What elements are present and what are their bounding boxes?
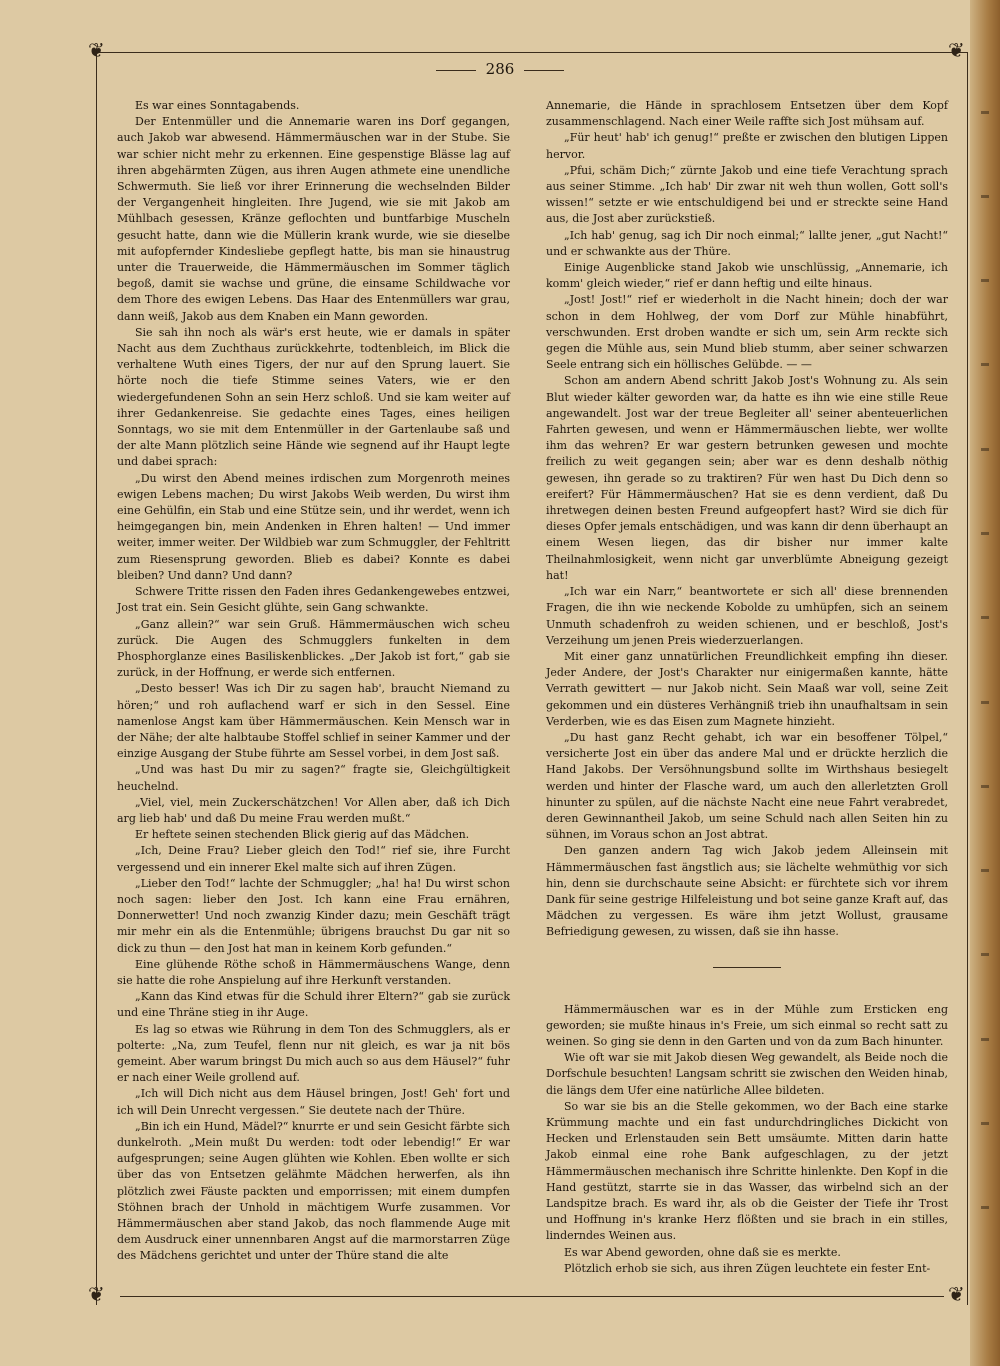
paragraph: „Ich, Deine Frau? Lieber gleich den Tod!“ rief sie, ihre Furcht vergessend und ein innerer Ekel malte sich auf ihren Zügen. [117,844,510,874]
page-number: 286 [485,60,515,78]
paragraph: Es war eines Sonntagabends. [135,99,300,112]
paragraph: Der Entenmüller und die Annemarie waren ins Dorf gegangen, auch Jakob war abwesend. Hämmermäuschen war in der Stube. Sie war schier nicht mehr zu erkennen. Eine gespenstige Blässe lag auf ihren abgehärmten Zügen, aus ihren Augen athmete eine unendliche Schwermuth. Sie ließ vor ihrer Erinnerung die wechselnden Bilder der Vergangenheit hingleiten. Ihre Jugend, wie sie mit Jakob am Mühlbach gesessen, Kränze geflochten und buntfarbige Muscheln gesucht hatte, dann wie die Müllerin krank wurde, wie sie dieselbe mit aufopfernder Kindesliebe gepflegt hatte, bis man sie hinaustrug unter die Trauerweide, die Hämmermäuschen im Sommer täglich begoß, damit sie wachse und grüne, die einsame Schildwache vor dem Thore des ewigen Lebens. Das Haar des Entenmüllers war grau, dann weiß, Jakob aus dem Knaben ein Mann geworden. [117,115,510,323]
paragraph: „Pfui, schäm Dich;“ zürnte Jakob und eine tiefe Verachtung sprach aus seiner Stimme. „Ich hab' Dir zwar nit weh thun wollen, Gott soll's wissen!“ setzte er wie entschuldigend bei und er streckte seine Hand aus, die Jost aber zurückstieß. [546,163,948,226]
paragraph: „Du wirst den Abend meines irdischen zum Morgenroth meines ewigen Lebens machen; Du wirst Jakobs Weib werden, Du wirst ihm eine Gehülfin, ein Stab und eine Stütze sein, und ihr werdet, wenn ich heimgegangen bin, mein Andenken in Ehren halten! — Und immer weiter, immer weiter. Der Wildbieb war zum Schmuggler, der Fehltritt zum Riesensprung geworden. Blieb es dabei? Konnte es dabei bleiben? Und dann? Und dann? [117,471,510,582]
paragraph: Annemarie, die Hände in sprachlosem Entsetzen über dem Kopf zusammenschlagend. Nach einer Weile raffte sich Jost mühsam auf. [546,99,948,129]
paragraph: „Bin ich ein Hund, Mädel?“ knurrte er und sein Gesicht färbte sich dunkelroth. „Mein mußt Du werden: todt oder lebendig!“ Er war aufgesprungen; seine Augen glühten wie Kohlen. Eben wollte er sich über das von Entsetzen gelähmte Mädchen herwerfen, als ihn plötzlich zwei Fäuste packten und emporrissen; mit einem dumpfen Stöhnen brach der Unhold in mächtigem Wurfe zusammen. Vor Hämmermäuschen aber stand Jakob, das noch flammende Auge mit dem Ausdruck einer unnennbaren Angst auf die marmorstarren Züge des Mädchens gerichtet und unter der Thüre stand die alte [117,1119,510,1263]
paragraph: Den ganzen andern Tag wich Jakob jedem Alleinsein mit Hämmermäuschen fast ängstlich aus; sie lächelte wehmüthig vor sich hin, denn sie durchschaute seine Absicht: er fürchtete sich vor ihrem Dank für seine gestrige Hilfeleistung und bot seine ganze Kraft auf, das Mädchen zu vergessen. Es wäre ihm jetzt Wollust, grausame Befriedigung gewesen, zu wissen, daß sie ihn hasse. [546,844,948,939]
paragraph: „Ich will Dich nicht aus dem Häusel bringen, Jost! Geh' fort und ich will Dein Unrecht vergessen.“ Sie deutete nach der Thüre. [117,1087,510,1117]
paragraph: Wie oft war sie mit Jakob diesen Weg gewandelt, als Beide noch die Dorfschule besuchten! Langsam schritt sie zwischen den Weiden hinab, die längs dem Ufer eine natürliche Allee bildeten. [546,1051,948,1097]
corner-ornament-icon: ❦ [88,38,105,62]
paragraph: Plötzlich erhob sie sich, aus ihren Zügen leuchtete ein fester Ent- [564,1261,931,1275]
header-ornament-left [436,70,476,71]
page-border-bottom [120,1296,944,1297]
paragraph: „Und was hast Du mir zu sagen?“ fragte sie, Gleichgültigkeit heuchelnd. [117,763,510,793]
page-number-header [0,60,1000,78]
paragraph: „Viel, viel, mein Zuckerschätzchen! Vor Allen aber, daß ich Dich arg lieb hab' und daß Du meine Frau werden mußt.“ [117,795,510,825]
corner-ornament-icon: ❦ [948,1282,965,1306]
header-ornament-right [524,70,564,71]
paragraph: Hämmermäuschen war es in der Mühle zum Ersticken eng geworden; sie mußte hinaus in's Freie, um sich einmal so recht satt zu weinen. So ging sie denn in den Garten und von da zum Bach hinunter. [546,1002,948,1048]
paragraph: Sie sah ihn noch als wär's erst heute, wie er damals in später Nacht aus dem Zuchthaus zurückkehrte, todtenbleich, im Blick die verhaltene Wuth eines Tigers, der nur auf den Sprung lauert. Sie hörte noch die tiefe Stimme seines Vaters, wie er den wiedergefundenen Sohn an sein Herz schloß. Und sie kam weiter auf ihrer Gedankenreise. Sie gedachte eines Tages, eines heiligen Sonntags, wo sie mit dem Entenmüller in der Gartenlaube saß und der alte Mann plötzlich seine Hände wie segnend auf ihr Haupt legte und dabei sprach: [117,325,510,469]
paragraph: So war sie bis an die Stelle gekommen, wo der Bach eine starke Krümmung machte und ein fast undurchdringliches Dickicht von Hecken und Erlenstauden sein Bett umsäumte. Mitten darin hatte Jakob einmal eine rohe Bank aufgeschlagen, zu der jetzt Hämmermäuschen mechanisch ihre Schritte hinlenkte. Den Kopf in die Hand gestützt, starrte sie in das Wasser, das wirbelnd sich an der Landspitze brach. Es ward ihr, als ob die Geister der Tiefe ihr Trost und Hoffnung in's kranke Herz flößten und sie brach in ein stilles, linderndes Weinen aus. [546,1099,948,1243]
paragraph: Einige Augenblicke stand Jakob wie unschlüssig, „Annemarie, ich komm' gleich wieder,“ rief er dann heftig und eilte hinaus. [546,261,948,291]
paragraph: „Desto besser! Was ich Dir zu sagen hab', braucht Niemand zu hören;“ und roh auflachend warf er sich in den Sessel. Eine namenlose Angst kam über Hämmermäuschen. Kein Mensch war in der Nähe; der alte halbtaube Stoffel schlief in seiner Kammer und der einzige Ausgang der Stube führte am Sessel vorbei, in dem Jost saß. [117,682,510,761]
paragraph: Eine glühende Röthe schoß in Hämmermäuschens Wange, denn sie hatte die rohe Anspielung auf ihre Herkunft verstanden. [117,957,510,987]
paragraph: „Jost! Jost!“ rief er wiederholt in die Nacht hinein; doch der war schon in dem Hohlweg, der vom Dorf zur Mühle hinabführt, verschwunden. Erst droben wandte er sich um, sein Arm reckte sich gegen die Mühle aus, sein Mund blieb stumm, aber seiner schwarzen Seele entrang sich ein höllisches Gelübde. — — [546,293,948,372]
paragraph: „Kann das Kind etwas für die Schuld ihrer Eltern?“ gab sie zurück und eine Thräne stieg in ihr Auge. [117,990,510,1020]
corner-ornament-icon: ❦ [948,38,965,62]
paragraph: Mit einer ganz unnatürlichen Freundlichkeit empfing ihn dieser. Jeder Andere, der Jost's Charakter nur einigermaßen kannte, hätte Verrath gewittert — nur Jakob nicht. Sein Maaß war voll, seine Zeit gekommen und ein düsteres Verhängniß trieb ihn unaufhaltsam in sein Verderben, wie es das Eisen zum Magnete hinzieht. [546,649,948,728]
paragraph: Es war Abend geworden, ohne daß sie es merkte. [564,1245,841,1259]
paragraph: „Lieber den Tod!“ lachte der Schmuggler; „ha! ha! Du wirst schon noch sagen: lieber den Jost. Ich kann eine Frau ernähren, Donnerwetter! Und noch zwanzig Kinder dazu; mein Geschäft trägt mir mehr ein als die Entenmühle; übrigens brauchst Du gar nit so dick zu thun — den Jost hat man in keinem Korb gefunden.“ [117,876,510,955]
paragraph: „Ganz allein?“ war sein Gruß. Hämmermäuschen wich scheu zurück. Die Augen des Schmugglers funkelten in dem Phosphorglanze eines Basiliskenblickes. „Der Jakob ist fort,“ gab sie zurück, in der Hoffnung, er werde sich entfernen. [117,617,510,680]
paragraph: Schon am andern Abend schritt Jakob Jost's Wohnung zu. Als sein Blut wieder kälter geworden war, da hatte es ihn wie eine stille Reue angewandelt. Jost war der treue Begleiter all' seiner abenteuerlichen Fahrten gewesen, und wenn er Hämmermäuschen liebte, wer wollte ihm das wehren? Er war gestern betrunken gewesen und mochte freilich zu weit gegangen sein; aber war es denn deshalb nöthig gewesen, ihn gerade so zu traktiren? Für wen hast Du Dich denn so ereifert? Für Hämmermäuschen? Hat sie es denn verdient, daß Du ihretwegen deinen besten Freund aufgeopfert hast? Wird sie dich für dieses Opfer jemals entschädigen, und was kann dir denn überhaupt an einem Wesen liegen, das dir bisher nur immer kalte Theilnahmlosigkeit, wenn nicht gar unverblümte Abneigung gezeigt hat! [546,374,948,582]
paragraph: „Für heut' hab' ich genug!“ preßte er zwischen den blutigen Lippen hervor. [546,131,948,161]
paragraph: Es lag so etwas wie Rührung in dem Ton des Schmugglers, als er polterte: „Na, zum Teufel, flenn nur nit gleich, es war ja nit bös gemeint. Aber warum bringst Du mich auch so aus dem Häusel?“ fuhr er nach einer Weile grollend auf. [117,1022,510,1085]
paragraph: Er heftete seinen stechenden Blick gierig auf das Mädchen. [135,828,470,842]
paragraph: „Ich war ein Narr,“ beantwortete er sich all' diese brennenden Fragen, die ihn wie neckende Kobolde zu umhüpfen, sich an seinem Unmuth schadenfroh zu weiden schienen, und er beschloß, Jost's Verzeihung um jenen Preis wiederzuerlangen. [546,585,948,647]
right-text-column [546,98,948,1277]
left-text-column [117,98,510,1265]
corner-ornament-icon: ❦ [88,1282,105,1306]
section-divider [713,967,781,968]
adjacent-page-edge [976,70,994,1250]
paragraph: „Ich hab' genug, sag ich Dir noch einmal;“ lallte jener, „gut Nacht!“ und er schwankte aus der Thüre. [546,228,948,258]
paragraph: „Du hast ganz Recht gehabt, ich war ein besoffener Tölpel,“ versicherte Jost ein über das andere Mal und er drückte herzlich die Hand Jakobs. Der Versöhnungsbund sollte im Wirthshaus besiegelt werden und hinter der Flasche ward, um auch den allerletzten Groll hinunter zu spülen, auf die nächste Nacht eine neue Fahrt verabredet, deren Gewinnantheil Jakob, um seine Schuld nach allen Seiten hin zu sühnen, im Voraus schon an Jost abtrat. [546,730,948,842]
paragraph: Schwere Tritte rissen den Faden ihres Gedankengewebes entzwei, Jost trat ein. Sein Gesicht glühte, sein Gang schwankte. [117,585,510,615]
